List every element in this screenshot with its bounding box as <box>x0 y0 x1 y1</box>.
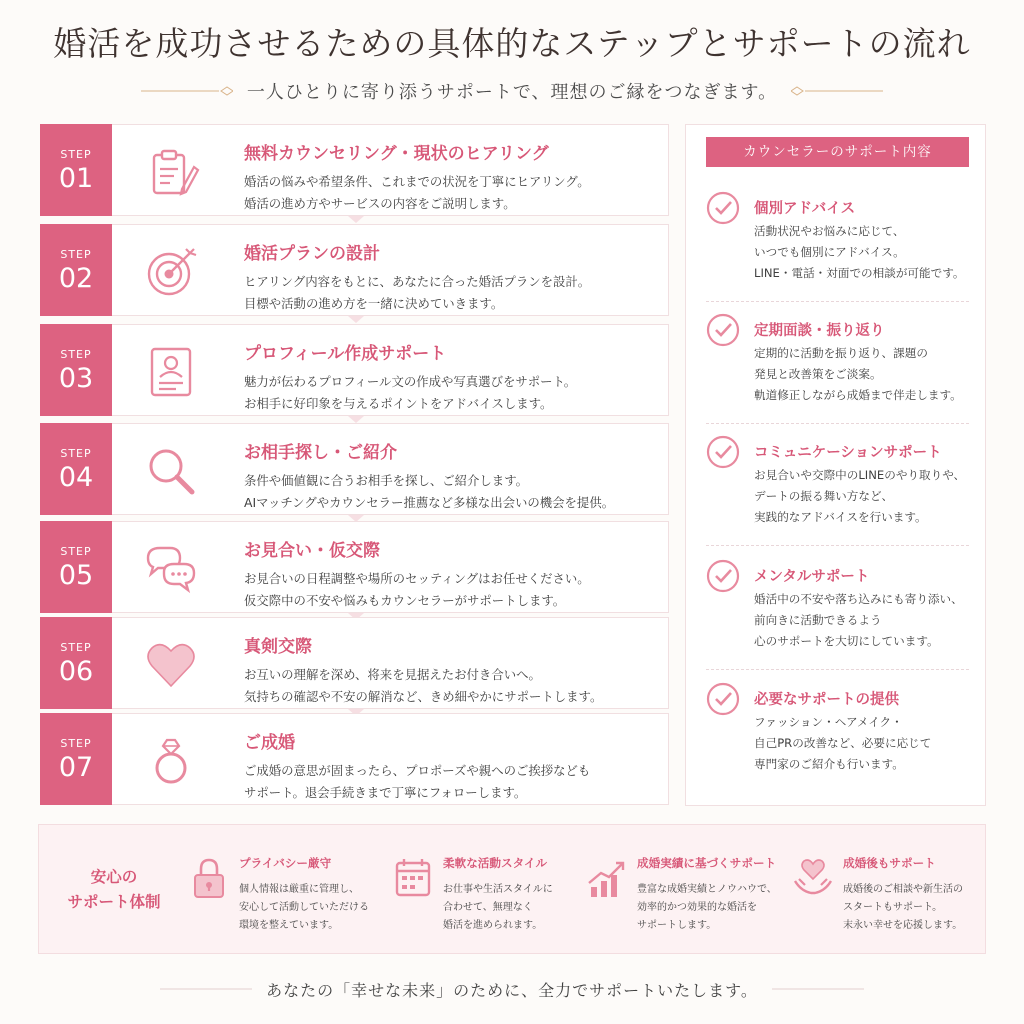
step-description-line: 婚活の悩みや希望条件、これまでの状況を丁寧にヒアリング。 <box>244 174 590 189</box>
step-badge <box>40 124 112 216</box>
check-icon <box>706 435 740 469</box>
support-item-title: コミュニケーションサポート <box>754 445 942 461</box>
left-ornament <box>160 984 252 994</box>
subtitle-row <box>0 76 1024 106</box>
support-divider <box>706 669 969 670</box>
support-item-line: デートの振る舞い方など、 <box>754 489 894 503</box>
step-title: お相手探し・ご紹介 <box>244 443 397 463</box>
page-title: 婚活を成功させるための具体的なステップとサポートの流れ <box>53 24 971 63</box>
step-card <box>40 423 669 515</box>
step-description <box>244 171 590 215</box>
support-item-line: 発見と改善策をご淡案。 <box>754 367 882 381</box>
right-ornament <box>772 984 864 994</box>
footer-message: あなたの「幸せな未来」のために、全力でサポートいたします。 <box>266 980 758 1000</box>
step-description-line: 婚活の進め方やサービスの内容をご説明します。 <box>244 196 516 211</box>
check-icon <box>706 682 740 716</box>
feature-description-line: 効率的かつ効果的な婚活を <box>637 902 757 913</box>
step-description-line: AIマッチングやカウンセラー推薦など多様な出会いの機会を提供。 <box>244 495 615 510</box>
step-description-line: 目標や活動の進め方を一緒に決めていきます。 <box>244 296 504 311</box>
step-card <box>40 124 669 216</box>
feature-description-line: 成婚後のご相談や新生活の <box>843 884 963 895</box>
clipboard-icon <box>142 143 200 201</box>
right-ornament <box>791 86 883 96</box>
step-connector-arrow <box>348 316 364 323</box>
step-body <box>112 713 669 805</box>
feature-description-line: 末永い幸せを応援します。 <box>843 920 963 931</box>
step-label: STEP <box>60 447 92 460</box>
step-description <box>244 271 590 315</box>
left-ornament <box>141 86 233 96</box>
step-card <box>40 617 669 709</box>
support-item-description <box>754 465 965 528</box>
feature-description-line: お仕事や生活スタイルに <box>443 884 553 895</box>
support-divider <box>706 545 969 546</box>
feature-description <box>637 881 777 935</box>
step-title: プロフィール作成サポート <box>244 344 447 364</box>
support-item-line: いつでも個別にアドバイス。 <box>754 245 905 259</box>
support-item-description <box>754 712 931 775</box>
step-card <box>40 324 669 416</box>
assurance-heading-line: サポート体制 <box>67 893 161 911</box>
feature-title: 成婚実績に基づくサポート <box>637 856 777 870</box>
step-description-line: 魅力が伝わるプロフィール文の作成や写真選びをサポート。 <box>244 374 577 389</box>
support-item-description <box>754 589 963 652</box>
step-number: 04 <box>58 462 94 493</box>
support-item-line: ファッション・ヘアメイク・ <box>754 715 903 729</box>
step-description-line: お見合いの日程調整や場所のセッティングはお任せください。 <box>244 571 590 586</box>
step-badge <box>40 224 112 316</box>
feature-description <box>239 881 369 935</box>
step-badge <box>40 713 112 805</box>
support-divider <box>706 423 969 424</box>
heart-icon <box>142 636 200 694</box>
step-description-line: ヒアリング内容をもとに、あなたに合った婚活プランを設計。 <box>244 274 591 289</box>
step-description-line: 仮交際中の不安や悩みもカウンセラーがサポートします。 <box>244 593 566 608</box>
step-body <box>112 521 669 613</box>
step-description-line: ご成婚の意思が固まったら、プロポーズや親へのご挨拶なども <box>244 763 591 778</box>
step-number: 07 <box>58 752 94 783</box>
step-label: STEP <box>60 148 92 161</box>
step-description-line: 条件や価値観に合うお相手を探し、ご紹介します。 <box>244 473 528 488</box>
step-badge <box>40 324 112 416</box>
magnifier-icon <box>142 442 200 500</box>
support-item-line: 実践的なアドバイスを行います。 <box>754 510 927 524</box>
check-icon <box>706 191 740 225</box>
step-number: 01 <box>58 163 94 194</box>
step-label: STEP <box>60 348 92 361</box>
support-item-description <box>754 221 964 284</box>
step-label: STEP <box>60 641 92 654</box>
step-number: 03 <box>58 363 94 394</box>
footer-row <box>0 976 1024 1002</box>
feature-description-line: 婚活を進められます。 <box>443 920 543 931</box>
step-connector-arrow <box>348 216 364 223</box>
chat-bubbles-icon <box>142 540 200 598</box>
assurance-panel <box>38 824 986 954</box>
step-title: お見合い・仮交際 <box>244 541 380 561</box>
step-body <box>112 124 669 216</box>
feature-description-line: スタートもサポート。 <box>843 902 943 913</box>
support-item-line: 前向きに活動できるよう <box>754 613 882 627</box>
step-description <box>244 371 576 415</box>
support-item-line: 専門家のご紹介も行います。 <box>754 757 904 771</box>
profile-card-icon <box>142 343 200 401</box>
step-label: STEP <box>60 248 92 261</box>
lock-icon <box>187 855 231 899</box>
step-label: STEP <box>60 545 92 558</box>
support-item-title: 定期面談・振り返り <box>754 323 885 339</box>
step-body <box>112 324 669 416</box>
step-description <box>244 760 590 804</box>
support-item-line: 婚活中の不安や落ち込みにも寄り添い、 <box>754 592 963 606</box>
calendar-icon <box>391 855 435 899</box>
support-item-title: 個別アドバイス <box>754 201 856 217</box>
step-description-line: サポート。退会手続きまで丁寧にフォローします。 <box>244 785 527 800</box>
feature-description-line: 個人情報は厳重に管理し、 <box>239 884 359 895</box>
feature-description-line: 合わせて、無理なく <box>443 902 533 913</box>
feature-description <box>843 881 963 935</box>
step-badge <box>40 617 112 709</box>
step-card <box>40 521 669 613</box>
step-badge <box>40 423 112 515</box>
support-item-line: 定期的に活動を振り返り、課題の <box>754 346 928 360</box>
step-connector-arrow <box>348 416 364 423</box>
target-icon <box>142 243 200 301</box>
support-item-line: お見合いや交際中のLINEのやり取りや、 <box>754 468 966 482</box>
check-icon <box>706 559 740 593</box>
support-item-title: 必要なサポートの提供 <box>754 692 899 708</box>
step-body <box>112 224 669 316</box>
feature-title: 柔軟な活動スタイル <box>443 856 548 870</box>
support-panel <box>685 124 986 806</box>
support-item-line: LINE・電話・対面での相談が可能です。 <box>754 266 965 280</box>
support-item-line: 自己PRの改善など、必要に応じて <box>754 736 932 750</box>
support-item-title: メンタルサポート <box>754 569 870 585</box>
step-body <box>112 423 669 515</box>
feature-description-line: サポートします。 <box>637 920 717 931</box>
step-card <box>40 713 669 805</box>
step-title: 婚活プランの設計 <box>244 244 380 264</box>
step-description-line: お相手に好印象を与えるポイントをアドバイスします。 <box>244 396 553 411</box>
step-body <box>112 617 669 709</box>
step-description-line: 気持ちの確認や不安の解消など、きめ細やかにサポートします。 <box>244 689 603 704</box>
ring-icon <box>142 732 200 790</box>
step-description-line: お互いの理解を深め、将来を見据えたお付き合いへ。 <box>244 667 541 682</box>
support-item-line: 心のサポートを大切にしています。 <box>754 634 939 648</box>
support-divider <box>706 301 969 302</box>
step-number: 05 <box>58 560 94 591</box>
support-item-line: 活動状況やお悩みに応じて、 <box>754 224 905 238</box>
step-title: 真剣交際 <box>244 637 312 657</box>
assurance-heading-line: 安心の <box>90 868 138 886</box>
step-label: STEP <box>60 737 92 750</box>
support-header: カウンセラーのサポート内容 <box>706 137 969 167</box>
check-icon <box>706 313 740 347</box>
step-number: 06 <box>58 656 94 687</box>
feature-title: 成婚後もサポート <box>843 856 936 870</box>
page-subtitle: 一人ひとりに寄り添うサポートで、理想のご縁をつなぎます。 <box>246 82 778 103</box>
support-item-description <box>754 343 962 406</box>
assurance-heading <box>49 865 179 915</box>
hands-heart-icon <box>791 855 835 899</box>
step-description <box>244 664 602 708</box>
step-badge <box>40 521 112 613</box>
step-description <box>244 568 590 612</box>
feature-description-line: 豊富な成婚実績とノウハウで、 <box>637 884 777 895</box>
feature-description <box>443 881 553 935</box>
step-title: 無料カウンセリング・現状のヒアリング <box>244 144 549 164</box>
step-description <box>244 470 614 514</box>
step-number: 02 <box>58 263 94 294</box>
feature-description-line: 安心して活動していただける <box>239 902 369 913</box>
feature-description-line: 環境を整えています。 <box>239 920 339 931</box>
step-card <box>40 224 669 316</box>
support-item-line: 軌道修正しながら成婚まで伴走します。 <box>754 388 962 402</box>
growth-chart-icon <box>585 855 629 899</box>
feature-title: プライバシー厳守 <box>239 856 332 870</box>
step-title: ご成婚 <box>244 733 295 753</box>
